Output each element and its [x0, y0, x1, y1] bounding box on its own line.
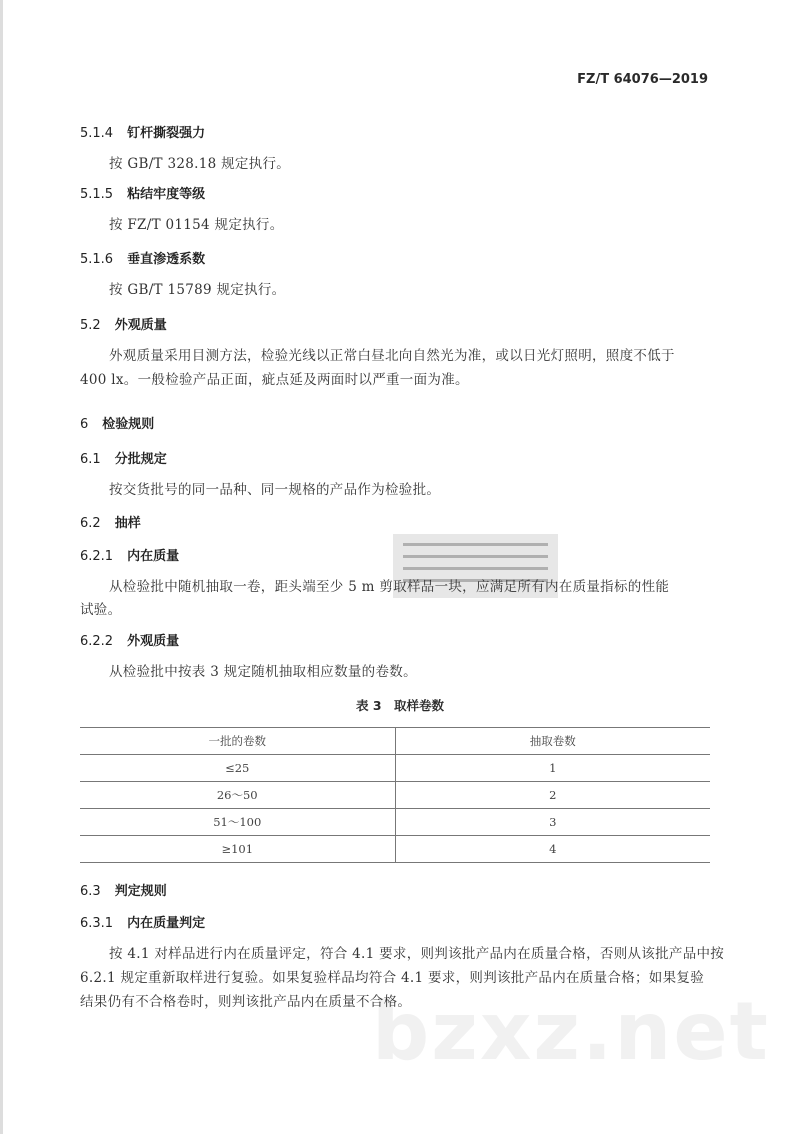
table-cell: 1 — [395, 755, 710, 782]
sampling-table — [80, 727, 710, 863]
section-heading: 6.2.1 内在质量 — [80, 549, 180, 564]
section-heading: 5.1.6 垂直渗透系数 — [80, 252, 206, 267]
paragraph: 结果仍有不合格卷时，则判该批产品内在质量不合格。 — [80, 994, 412, 1010]
table-cell: 4 — [395, 836, 710, 863]
table-row — [80, 782, 710, 809]
paragraph: 按 GB/T 15789 规定执行。 — [109, 282, 286, 298]
table-cell: 26～50 — [80, 782, 395, 809]
section-heading: 6.1 分批规定 — [80, 452, 167, 467]
table-row — [80, 755, 710, 782]
column-header: 抽取卷数 — [395, 728, 710, 755]
table-cell: ≥101 — [80, 836, 395, 863]
paragraph: 试验。 — [80, 602, 122, 618]
paragraph: 按交货批号的同一品种、同一规格的产品作为检验批。 — [109, 482, 441, 498]
paragraph: 400 lx。一般检验产品正面，疵点延及两面时以严重一面为准。 — [80, 372, 469, 388]
table-cell: ≤25 — [80, 755, 395, 782]
table-row — [80, 836, 710, 863]
section-heading: 5.1.4 钉杆撕裂强力 — [80, 126, 206, 141]
page-edge — [0, 0, 3, 1134]
paragraph: 外观质量采用目测方法，检验光线以正常白昼北向自然光为准，或以日光灯照明，照度不低于 — [109, 348, 675, 364]
table-row — [80, 809, 710, 836]
section-heading: 5.2 外观质量 — [80, 318, 167, 333]
section-heading: 6 检验规则 — [80, 417, 155, 432]
section-heading: 6.2 抽样 — [80, 516, 141, 531]
table-header-row — [80, 728, 710, 755]
paragraph: 6.2.1 规定重新取样进行复验。如果复验样品均符合 4.1 要求，则判该批产品内在质量合格；如果复验 — [80, 970, 704, 986]
table-cell: 3 — [395, 809, 710, 836]
table-caption: 表 3 取样卷数 — [355, 698, 445, 713]
section-heading: 6.3.1 内在质量判定 — [80, 916, 206, 931]
paragraph: 按 FZ/T 01154 规定执行。 — [109, 217, 284, 233]
section-heading: 6.3 判定规则 — [80, 884, 167, 899]
watermark: bzxz.net — [372, 985, 770, 1078]
paragraph: 按 4.1 对样品进行内在质量评定，符合 4.1 要求，则判该批产品内在质量合格，否则从该批产品中按 — [109, 946, 725, 962]
paragraph: 从检验批中按表 3 规定随机抽取相应数量的卷数。 — [109, 664, 417, 680]
table-cell: 2 — [395, 782, 710, 809]
paragraph: 按 GB/T 328.18 规定执行。 — [109, 156, 291, 172]
table-cell: 51～100 — [80, 809, 395, 836]
column-header: 一批的卷数 — [80, 728, 395, 755]
paragraph: 从检验批中随机抽取一卷，距头端至少 5 m 剪取样品一块，应满足所有内在质量指标的性能 — [109, 579, 670, 595]
section-heading: 5.1.5 粘结牢度等级 — [80, 187, 206, 202]
standard-number: FZ/T 64076—2019 — [577, 72, 708, 87]
section-heading: 6.2.2 外观质量 — [80, 634, 180, 649]
